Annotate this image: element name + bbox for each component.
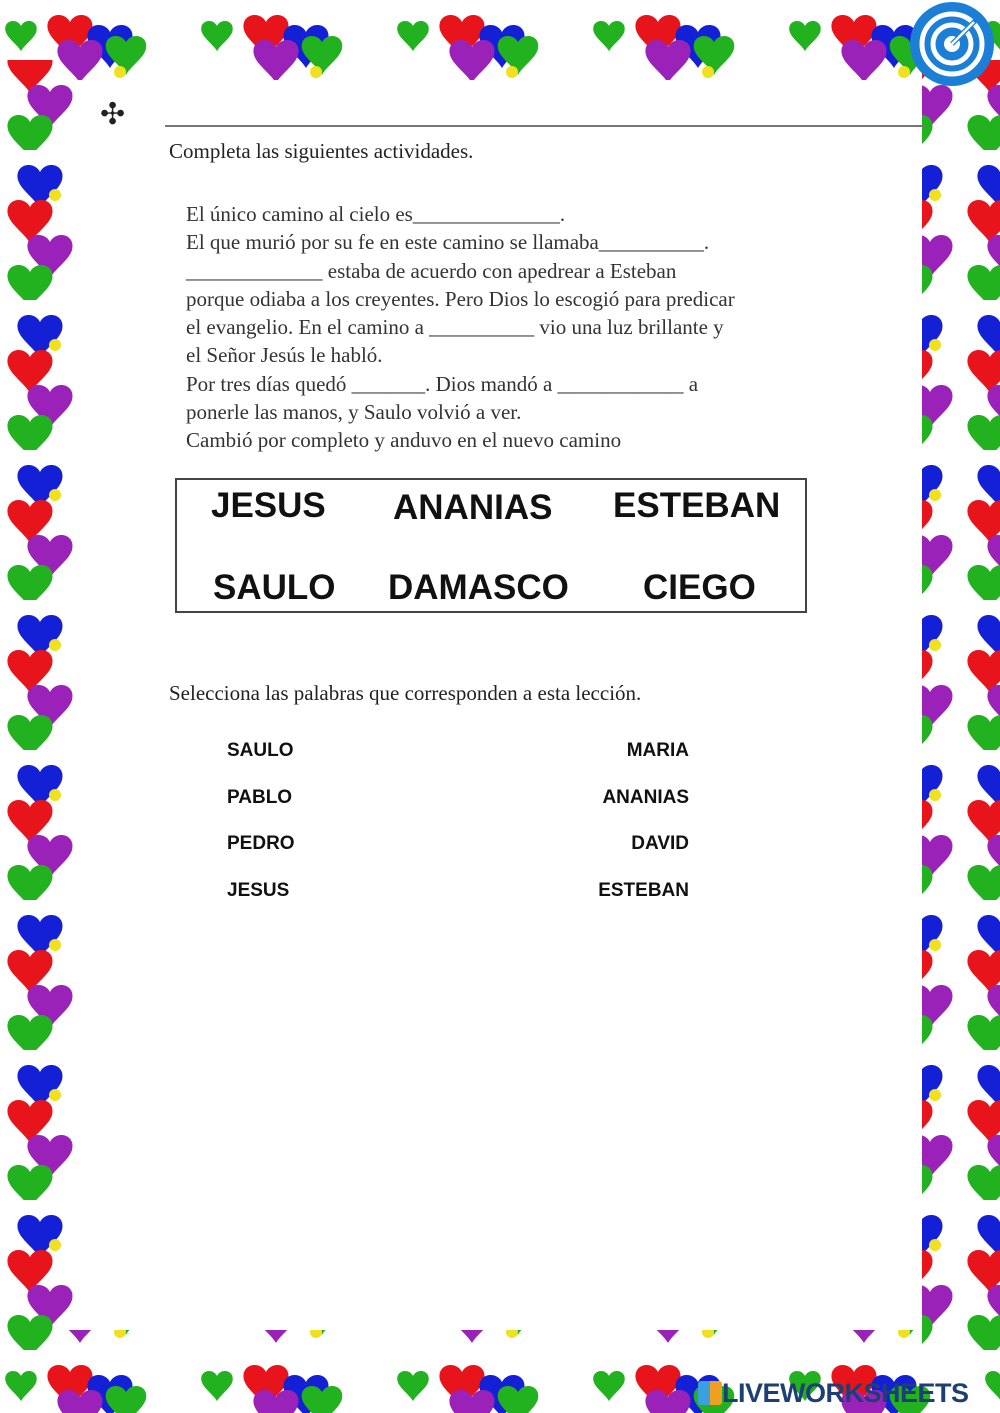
- paragraph-line: El único camino al cielo es______________.: [186, 202, 566, 226]
- paragraph-line: el evangelio. En el camino a __________ vio una luz brillante y: [186, 315, 724, 340]
- select-word[interactable]: DAVID: [631, 833, 689, 854]
- select-word[interactable]: MARIA: [626, 740, 689, 761]
- swirl-arrow-icon: ✣: [100, 98, 126, 131]
- select-word[interactable]: ANANIAS: [602, 787, 689, 808]
- paragraph-line: el Señor Jesús le habló.: [186, 343, 383, 368]
- paragraph-line: _____________ estaba de acuerdo con apedrear a Esteban: [186, 258, 677, 283]
- word-bank-item[interactable]: ESTEBAN: [613, 486, 781, 525]
- word-bank-item[interactable]: DAMASCO: [388, 568, 569, 607]
- select-word[interactable]: SAULO: [227, 740, 294, 761]
- target-icon: [910, 2, 994, 86]
- logo-text: LIVEWORKSHEETS: [722, 1378, 969, 1408]
- instruction-fill-in: Completa las siguientes actividades.: [169, 139, 474, 163]
- select-word[interactable]: PEDRO: [227, 833, 295, 854]
- word-bank-item[interactable]: JESUS: [211, 486, 326, 525]
- paragraph-line: El que murió por su fe en este camino se llamaba__________.: [186, 230, 710, 255]
- header-line: [165, 125, 925, 127]
- word-bank-item[interactable]: ANANIAS: [393, 488, 553, 527]
- word-bank-item[interactable]: SAULO: [213, 568, 336, 607]
- paragraph-line: Cambió por completo y anduvo en el nuevo camino: [186, 428, 622, 453]
- word-bank: [175, 478, 807, 613]
- fill-in-paragraph: [186, 200, 735, 455]
- live-badge-icon: [698, 1381, 722, 1405]
- select-word[interactable]: JESUS: [227, 880, 290, 901]
- paragraph-line: porque odiaba a los creyentes. Pero Dios lo escogió para predicar: [186, 286, 735, 311]
- paragraph-line: Por tres días quedó _______. Dios mandó a ____________ a: [186, 371, 699, 396]
- paragraph-line: ponerle las manos, y Saulo volvió a ver.: [186, 400, 522, 425]
- select-word[interactable]: PABLO: [227, 787, 293, 808]
- select-word[interactable]: ESTEBAN: [598, 880, 689, 901]
- instruction-select: Selecciona las palabras que corresponden a esta lección.: [169, 681, 642, 705]
- liveworksheets-logo: [698, 1378, 969, 1409]
- word-bank-item[interactable]: CIEGO: [643, 568, 756, 607]
